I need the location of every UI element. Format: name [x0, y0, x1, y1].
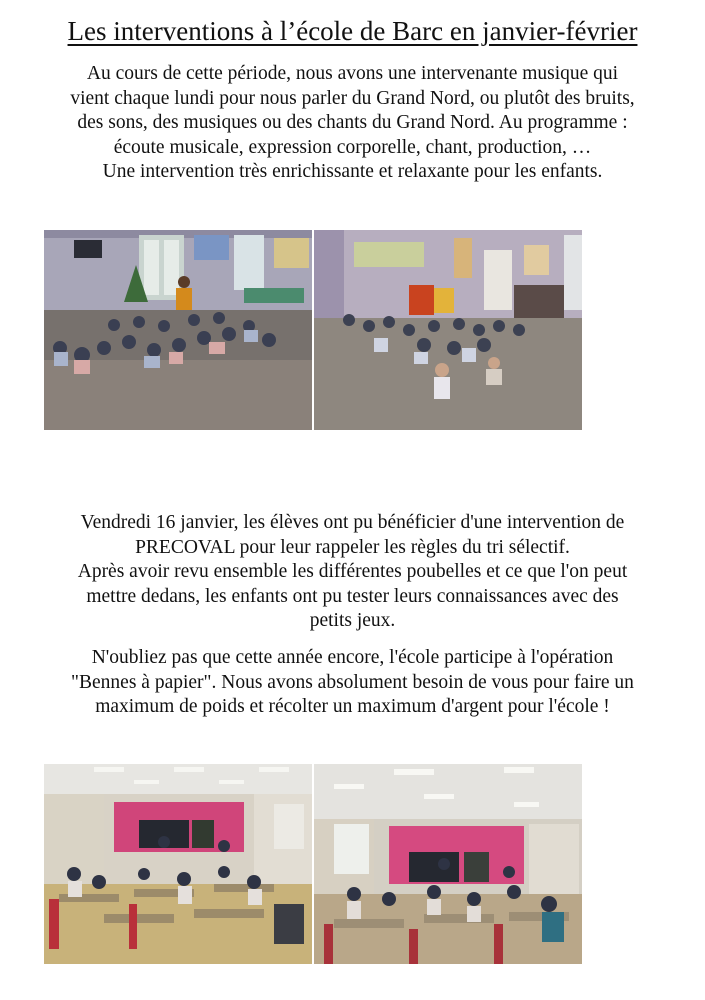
precoval-line: Vendredi 16 janvier, les élèves ont pu bénéficier d'une intervention de — [80, 512, 625, 533]
music-photo-right — [314, 230, 582, 430]
bennes-line: "Bennes à papier". Nous avons absolument besoin de vous pour faire un — [71, 671, 634, 693]
precoval-line: Après avoir revu ensemble les différentes poubelles et ce que l'on peut — [77, 561, 628, 582]
intro-line: des sons, des musiques ou des chants du Grand Nord. Au programme : — [77, 112, 628, 133]
intro-paragraph — [30, 62, 675, 185]
precoval-line: petits jeux. — [309, 610, 396, 631]
bennes-line: N'oubliez pas que cette année encore, l'école participe à l'opération — [91, 647, 614, 668]
bennes-paragraph — [30, 646, 675, 720]
bennes-line: maximum de poids et récolter un maximum d'argent pour l'école ! — [95, 696, 610, 717]
page-title: Les interventions à l’école de Barc en janvier-février — [67, 16, 638, 46]
intro-line: vient chaque lundi pour nous parler du Grand Nord, ou plutôt des bruits, — [70, 87, 635, 109]
classroom-photo-left — [44, 764, 312, 964]
intro-line: Au cours de cette période, nous avons une intervenante musique qui — [86, 63, 619, 84]
precoval-line: mettre dedans, les enfants ont pu tester leurs connaissances avec des — [86, 585, 619, 607]
classroom-photo-right — [314, 764, 582, 964]
intro-line: Une intervention très enrichissante et relaxante pour les enfants. — [102, 161, 603, 182]
intro-line: écoute musicale, expression corporelle, chant, production, … — [113, 136, 592, 158]
precoval-line: PRECOVAL pour leur rappeler les règles du tri sélectif. — [135, 536, 570, 558]
precoval-paragraph — [30, 511, 675, 634]
music-photo-left — [44, 230, 312, 430]
